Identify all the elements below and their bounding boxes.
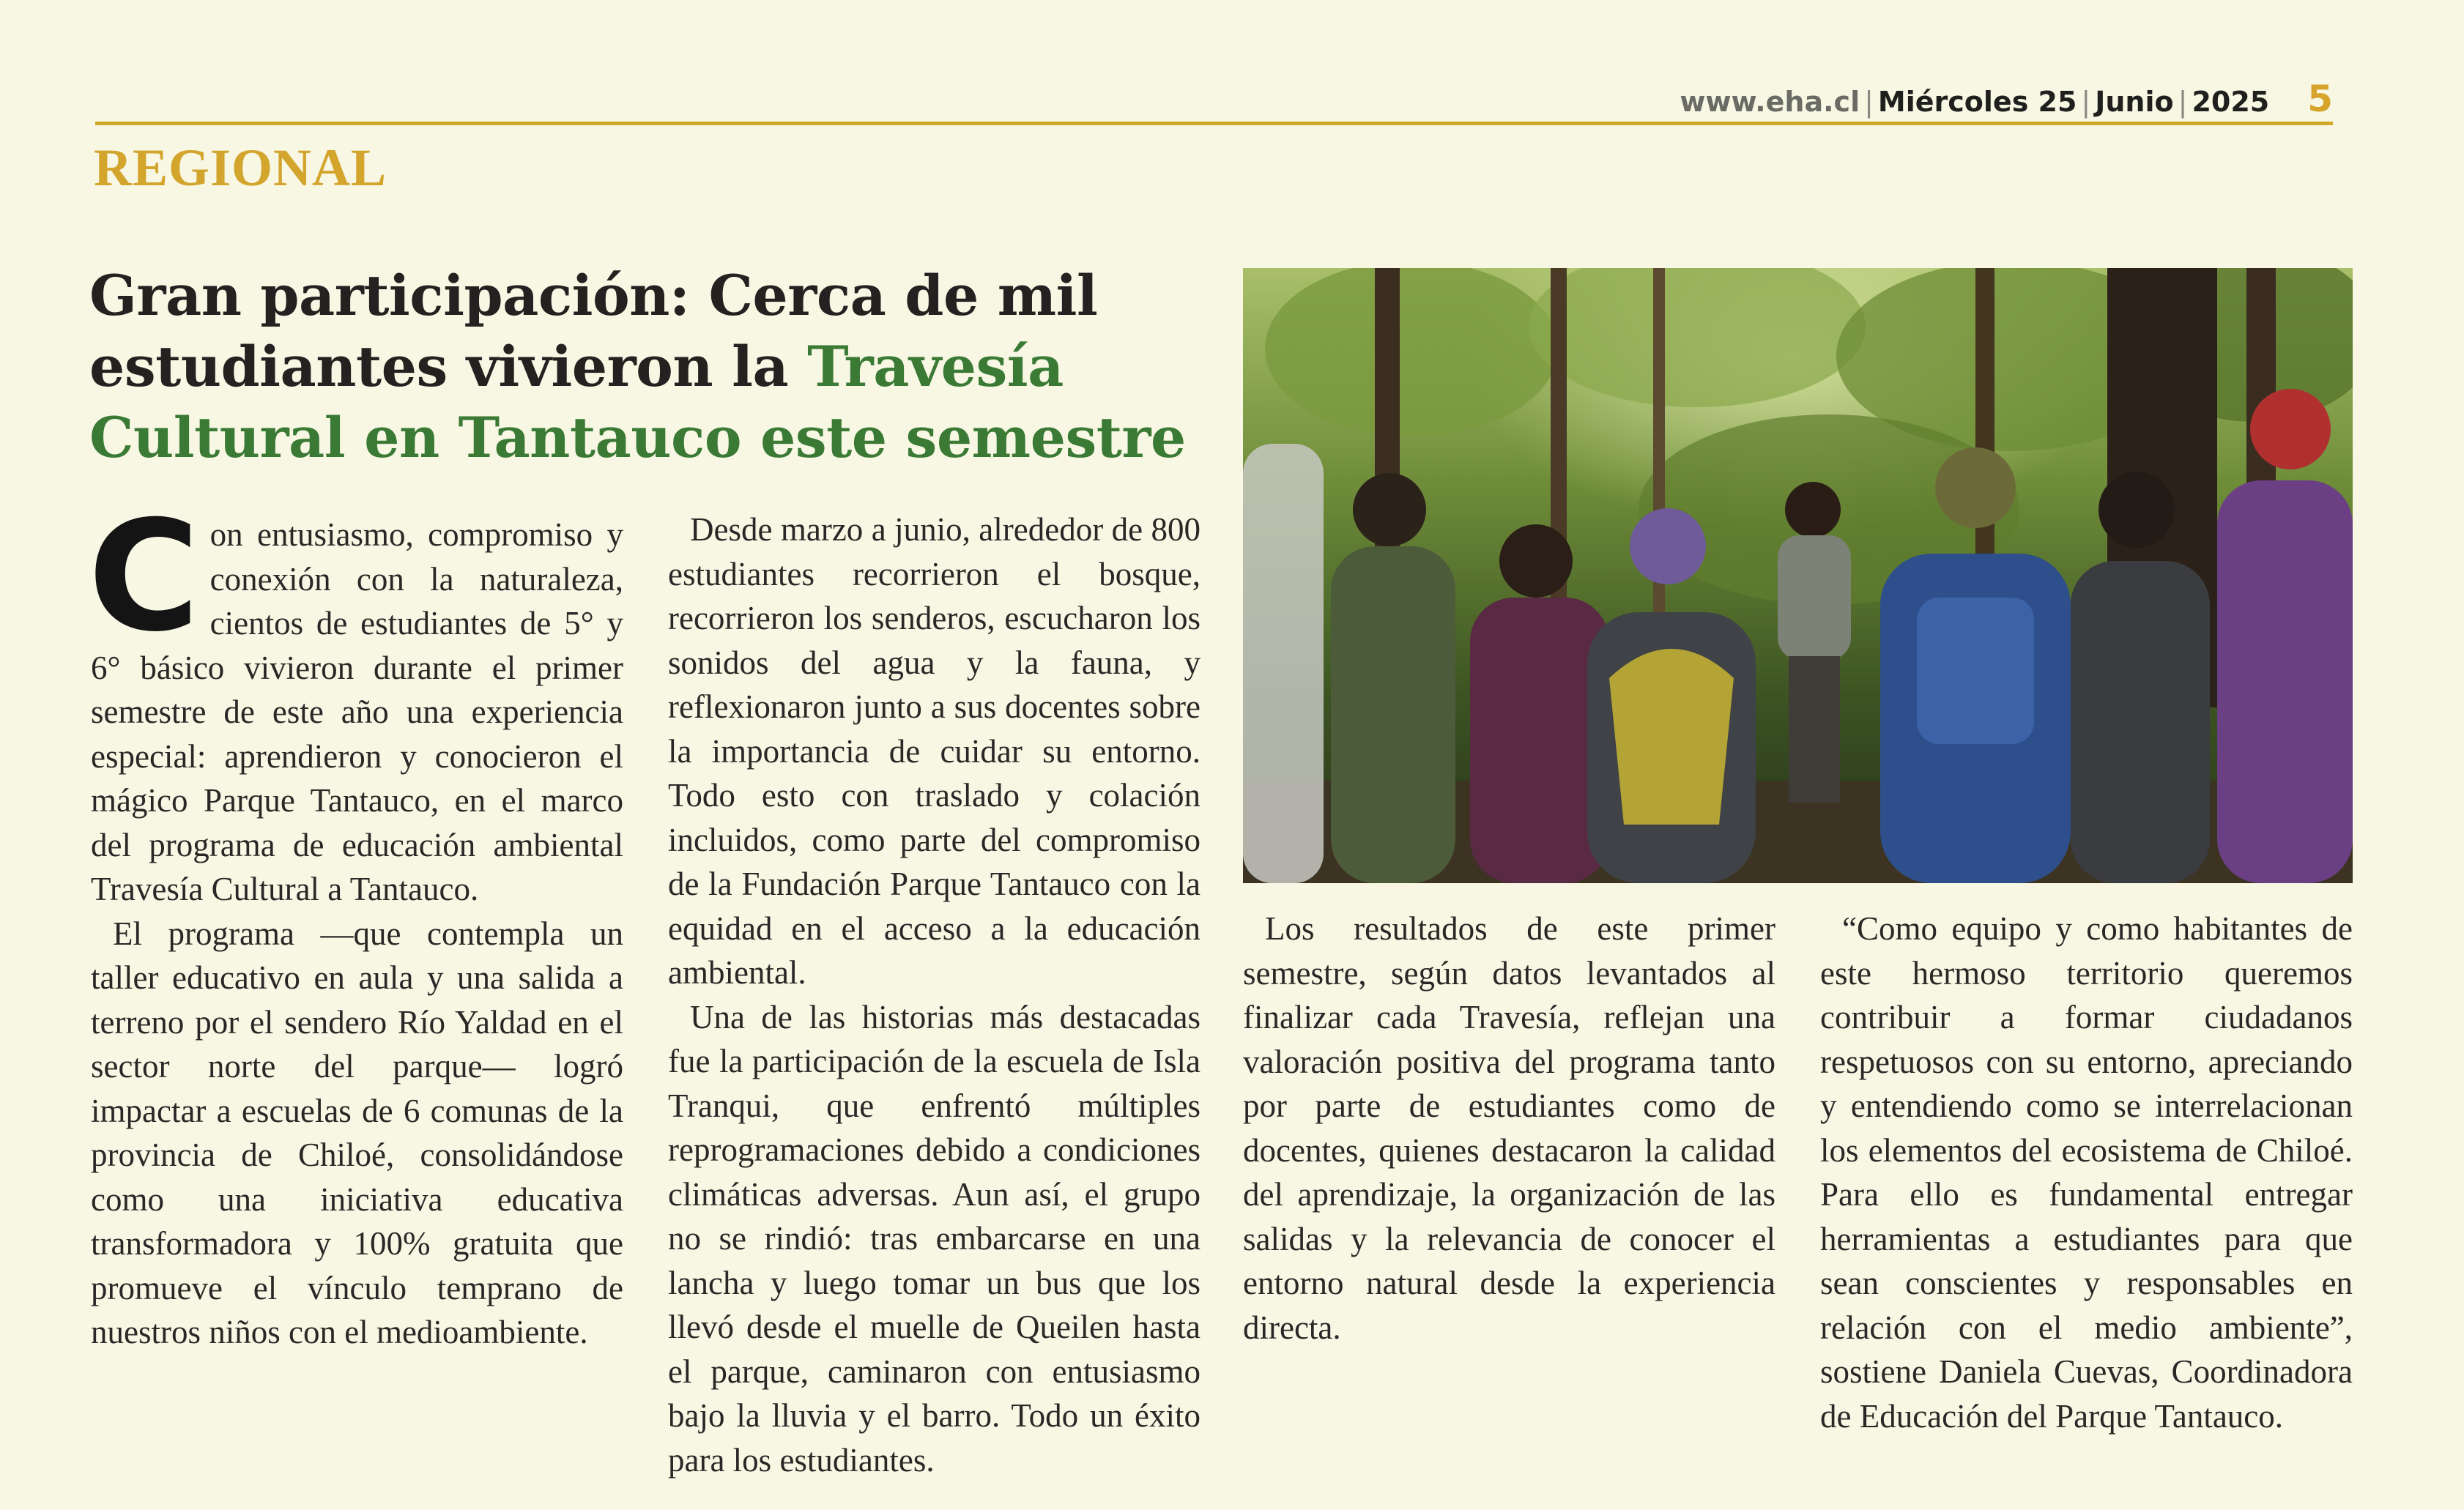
separator: |	[1864, 86, 1874, 118]
paragraph-text: on entusiasmo, compromiso y conexión con la naturaleza, cientos de estudiantes de 5° y 6° básico vivieron durante el primer semestre de este año una experiencia especial: aprendieron y conocieron el mágico Parque Tantauco, en el marco del programa de educación ambiental Travesía Cultural a Tantauco.	[91, 516, 623, 907]
date-year: 2025	[2192, 86, 2270, 118]
text-column-2	[668, 507, 1201, 1482]
paragraph	[88, 488, 623, 912]
website-url[interactable]: www.eha.cl	[1680, 86, 1860, 118]
headline-main: Gran participación: Cerca de mil estudiantes vivieron la	[89, 263, 1098, 399]
text-column-1	[88, 488, 623, 1355]
article-photo	[1243, 268, 2353, 883]
separator: |	[2178, 86, 2188, 118]
forest-students-photo	[1243, 268, 2353, 883]
headline-highlight: Travesía Cultural en Tantauco este semestre	[89, 334, 1186, 470]
paragraph: “Como equipo y como habitantes de este hermoso territorio queremos contribuir a formar ciudadanos respetuosos con su entorno, apreciando y entendiendo como se interrelacionan los elementos del ecosistema de Chiloé. Para ello es fundamental entregar herramientas a estudiantes para que sean conscientes y responsables en relación con el medio ambiente”, sostiene Daniela Cuevas, Coordinadora de Educación del Parque Tantauco.	[1820, 910, 2353, 1435]
article-headline	[89, 260, 1221, 473]
header-info	[1680, 78, 2333, 120]
section-label: REGIONAL	[94, 138, 387, 197]
page-number: 5	[2307, 78, 2333, 120]
date-weekday: Miércoles 25	[1877, 86, 2077, 118]
paragraph: Desde marzo a junio, alrededor de 800 estudiantes recorrieron el bosque, recorrieron los senderos, escucharon los sonidos del agua y la fauna, y reflexionaron junto a sus docentes sobre la importancia de cuidar su entorno. Todo esto con traslado y colación incluidos, como parte del compromiso de la Fundación Parque Tantauco con la equidad en el acceso a la educación ambiental.	[668, 511, 1201, 991]
page-header	[95, 73, 2333, 125]
paragraph: Los resultados de este primer semestre, según datos levantados al finalizar cada Travesía, reflejan una valoración positiva del programa tanto por parte de estudiantes como de docentes, quienes destacaron la calidad del aprendizaje, la organización de las salidas y la relevancia de conocer el entorno natural desde la experiencia directa.	[1243, 910, 1775, 1346]
separator: |	[2081, 86, 2091, 118]
date-month: Junio	[2095, 86, 2174, 118]
text-column-4	[1820, 907, 2353, 1438]
paragraph: El programa —que contempla un taller educativo en aula y una salida a terreno por el sendero Río Yaldad en el sector norte del parque— logró impactar a escuelas de 6 comunas de la provincia de Chiloé, consolidándose como una iniciativa educativa transformadora y 100% gratuita que promueve el vínculo temprano de nuestros niños con el medioambiente.	[91, 915, 623, 1350]
paragraph: Una de las historias más destacadas fue la participación de la escuela de Isla Tranqui, que enfrentó múltiples reprogramaciones debido a condiciones climáticas adversas. Aun así, el grupo no se rindió: tras embarcarse en una lancha y luego tomar un bus que los llevó desde el muelle de Queilen hasta el parque, caminaron con entusiasmo bajo la lluvia y el barro. Todo un éxito para los estudiantes.	[668, 998, 1201, 1479]
drop-cap: C	[88, 488, 200, 666]
text-column-3	[1243, 907, 1775, 1350]
